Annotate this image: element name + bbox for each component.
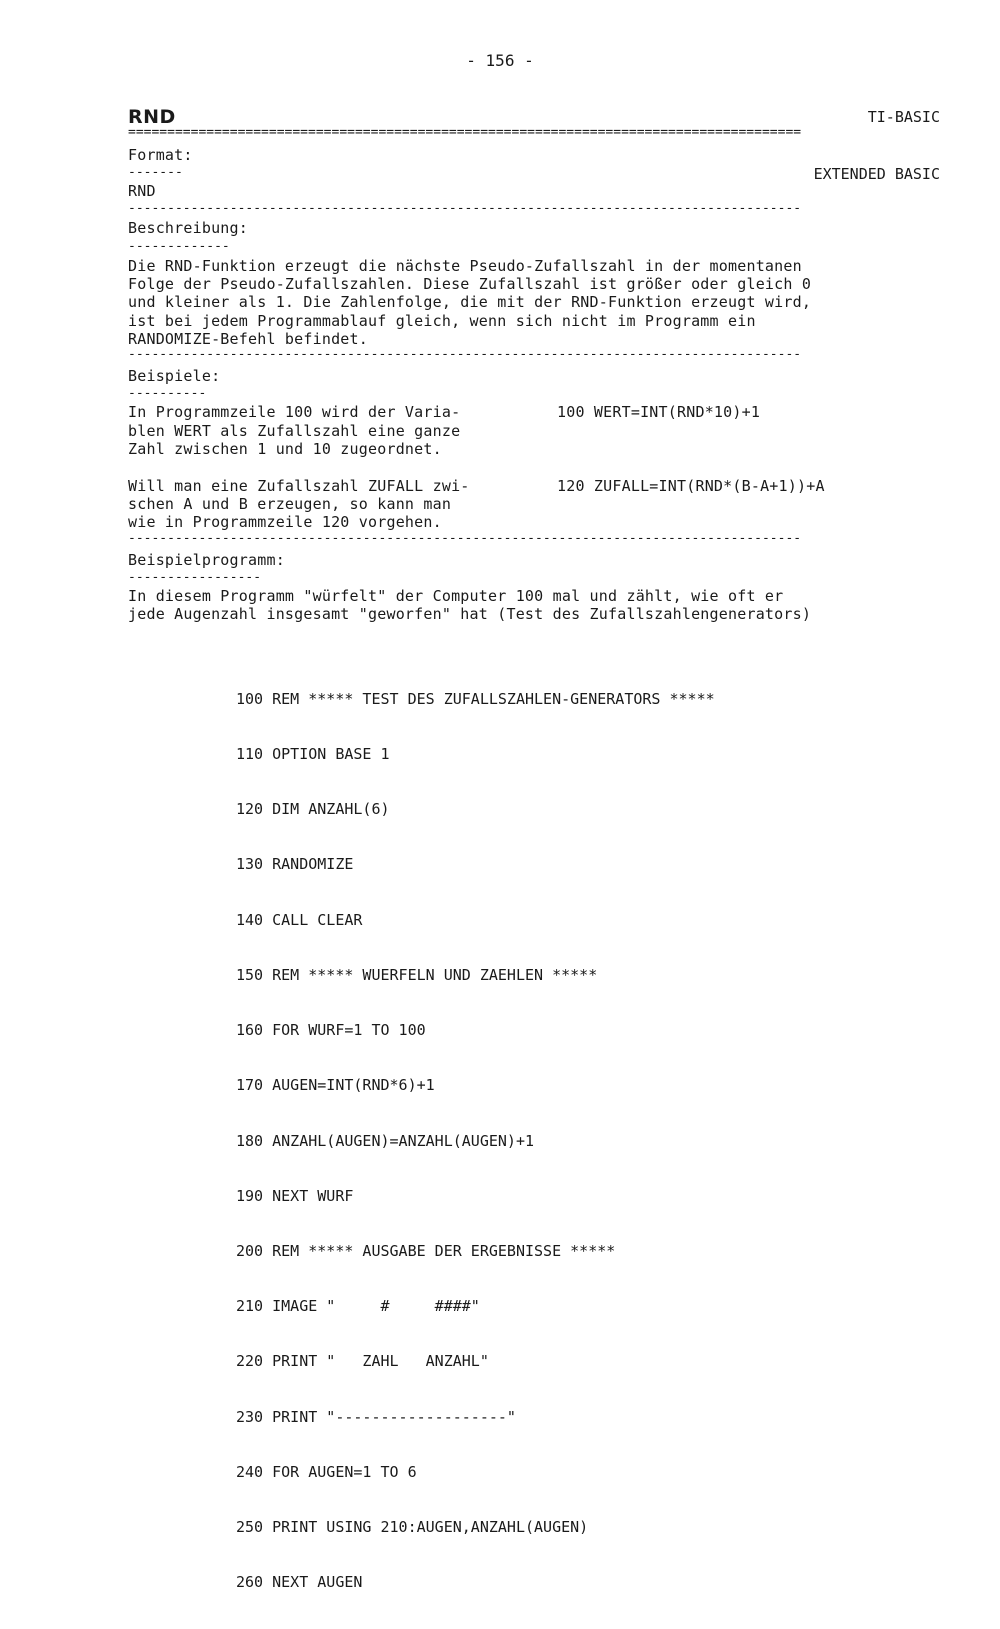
code-line: 160 FOR WURF=1 TO 100 bbox=[236, 1021, 426, 1040]
description-heading-underline: ------------- bbox=[128, 240, 230, 253]
code-line: 260 NEXT AUGEN bbox=[236, 1573, 363, 1592]
example-text-line: Zahl zwischen 1 und 10 zugeordnet. bbox=[128, 440, 442, 458]
code-line: 120 DIM ANZAHL(6) bbox=[236, 800, 390, 819]
format-heading-underline: ------- bbox=[128, 166, 183, 179]
example-text-line: Will man eine Zufallszahl ZUFALL zwi- bbox=[128, 477, 470, 495]
code-line: 140 CALL CLEAR bbox=[236, 910, 363, 929]
program-intro-line: jede Augenzahl insgesamt "geworfen" hat (Test des Zufallszahlengenerators) bbox=[128, 605, 812, 623]
format-value: RND bbox=[128, 182, 156, 200]
program-listing bbox=[236, 653, 715, 1629]
code-line: 180 ANZAHL(AUGEN)=ANZAHL(AUGEN)+1 bbox=[236, 1131, 535, 1150]
example-text-line: blen WERT als Zufallszahl eine ganze bbox=[128, 422, 461, 440]
description-heading: Beschreibung: bbox=[128, 219, 248, 237]
code-line: 210 IMAGE " # ####" bbox=[236, 1297, 480, 1316]
code-line: 230 PRINT "-------------------" bbox=[236, 1407, 516, 1426]
format-heading: Format: bbox=[128, 146, 193, 164]
program-heading-underline: ----------------- bbox=[128, 571, 262, 584]
running-header bbox=[814, 70, 940, 222]
description-line: und kleiner als 1. Die Zahlenfolge, die mit der RND-Funktion erzeugt wird, bbox=[128, 293, 812, 311]
code-line: 150 REM ***** WUERFELN UND ZAEHLEN ***** bbox=[236, 965, 598, 984]
description-line: Folge der Pseudo-Zufallszahlen. Diese Zufallszahl ist größer oder gleich 0 bbox=[128, 275, 812, 293]
code-line: 190 NEXT WURF bbox=[236, 1186, 354, 1205]
example-text-line: wie in Programmzeile 120 vorgehen. bbox=[128, 513, 442, 531]
code-line: 220 PRINT " ZAHL ANZAHL" bbox=[236, 1352, 489, 1371]
section-rule-2: -------------------------------------------------------------------------------------- bbox=[128, 348, 802, 362]
code-line: 240 FOR AUGEN=1 TO 6 bbox=[236, 1462, 417, 1481]
description-line: ist bei jedem Programmablauf gleich, wenn sich nicht im Programm ein bbox=[128, 312, 756, 330]
section-rule-3: -------------------------------------------------------------------------------------- bbox=[128, 532, 802, 546]
code-line: 250 PRINT USING 210:AUGEN,ANZAHL(AUGEN) bbox=[236, 1518, 589, 1537]
program-intro-line: In diesem Programm "würfelt" der Computer 100 mal und zählt, wie oft er bbox=[128, 587, 784, 605]
examples-heading-underline: ---------- bbox=[128, 387, 207, 400]
code-line: 170 AUGEN=INT(RND*6)+1 bbox=[236, 1076, 435, 1095]
example-text-line: In Programmzeile 100 wird der Varia- bbox=[128, 403, 461, 421]
code-line: 200 REM ***** AUSGABE DER ERGEBNISSE ***** bbox=[236, 1242, 616, 1260]
code-line: 100 REM ***** TEST DES ZUFALLSZAHLEN-GENERATORS ***** bbox=[236, 689, 715, 708]
header-line-ti-basic: TI-BASIC bbox=[867, 108, 940, 126]
examples-heading: Beispiele: bbox=[128, 367, 221, 385]
example-code: 100 WERT=INT(RND*10)+1 bbox=[557, 403, 761, 421]
example-code: 120 ZUFALL=INT(RND*(B-A+1))+A bbox=[557, 477, 825, 495]
keyword-title: RND bbox=[128, 106, 176, 128]
header-line-extended-basic: EXTENDED BASIC bbox=[813, 165, 940, 183]
section-rule-1: -------------------------------------------------------------------------------------- bbox=[128, 202, 802, 216]
description-line: RANDOMIZE-Befehl befindet. bbox=[128, 330, 368, 348]
page-number: - 156 - bbox=[466, 51, 534, 70]
double-rule: ====================================================================================== bbox=[128, 126, 802, 140]
program-heading: Beispielprogramm: bbox=[128, 551, 285, 569]
example-text-line: schen A und B erzeugen, so kann man bbox=[128, 495, 452, 513]
description-line: Die RND-Funktion erzeugt die nächste Pseudo-Zufallszahl in der momentanen bbox=[128, 257, 802, 275]
code-line: 130 RANDOMIZE bbox=[236, 855, 354, 874]
code-line: 110 OPTION BASE 1 bbox=[236, 745, 390, 764]
